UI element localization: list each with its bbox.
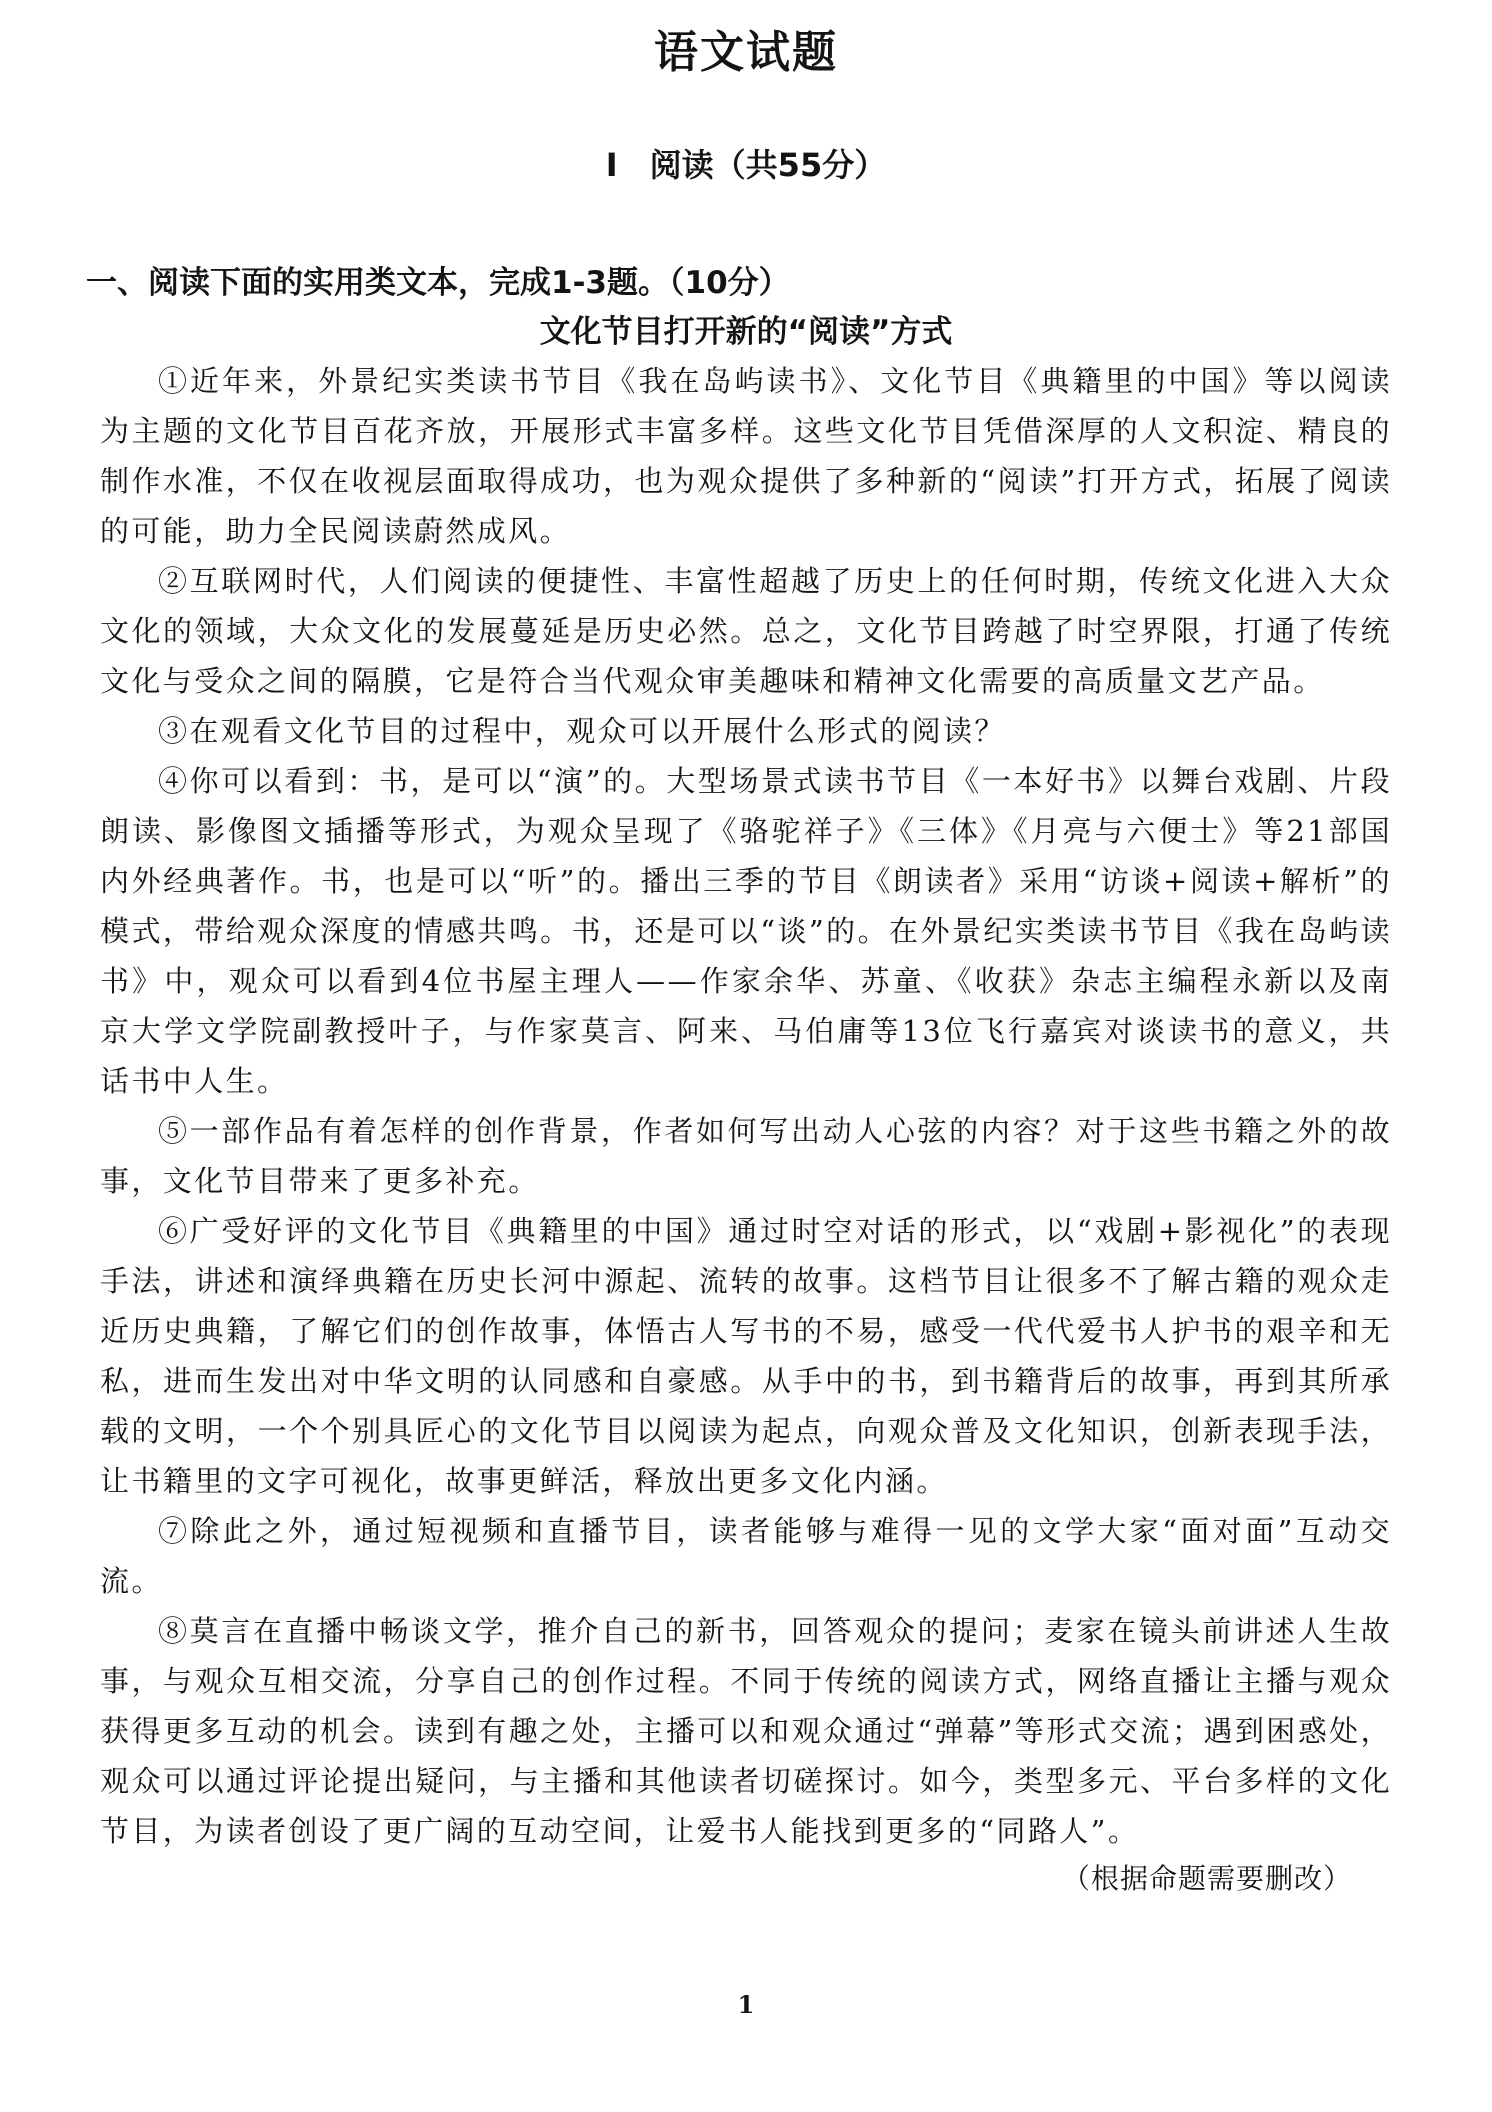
article-title: 文化节目打开新的“阅读”方式 [539,314,953,350]
source-note: （根据命题需要删改） [1061,1862,1352,1895]
exam-title: 语文试题 [654,27,838,78]
section-heading: 一、阅读下面的实用类文本，完成1-3题。（10分） [86,265,790,301]
paragraph-2: ②互联网时代，人们阅读的便捷性、丰富性超越了历史上的任何时期，传统文化进入大众文化的领域，大众文化的发展蔓延是历史必然。总之，文化节目跨越了时空界限，打通了传统文化与受众之间的隔膜，它是符合当代观众审美趣味和精神文化需要的高质量文艺产品。 [100,564,1392,698]
paragraph-1: ①近年来，外景纪实类读书节目《我在岛屿读书》、文化节目《典籍里的中国》等以阅读为主题的文化节目百花齐放，开展形式丰富多样。这些文化节目凭借深厚的人文积淀、精良的制作水准，不仅在收视层面取得成功，也为观众提供了多种新的“阅读”打开方式，拓展了阅读的可能，助力全民阅读蔚然成风。 [100,364,1392,548]
part-heading: I 阅读（共55分） [605,146,887,184]
paragraph-8: ⑧莫言在直播中畅谈文学，推介自己的新书，回答观众的提问；麦家在镜头前讲述人生故事，与观众互相交流，分享自己的创作过程。不同于传统的阅读方式，网络直播让主播与观众获得更多互动的机会。读到有趣之处，主播可以和观众通过“弹幕”等形式交流；遇到困惑处，观众可以通过评论提出疑问，与主播和其他读者切磋探讨。如今，类型多元、平台多样的文化节目，为读者创设了更广阔的互动空间，让爱书人能找到更多的“同路人”。 [100,1614,1392,1848]
paragraph-4: ④你可以看到：书，是可以“演”的。大型场景式读书节目《一本好书》以舞台戏剧、片段朗读、影像图文插播等形式，为观众呈现了《骆驼祥子》《三体》《月亮与六便士》等21部国内外经典著作。书，也是可以“听”的。播出三季的节目《朗读者》采用“访谈+阅读+解析”的模式，带给观众深度的情感共鸣。书，还是可以“谈”的。在外景纪实类读书节目《我在岛屿读书》中，观众可以看到4位书屋主理人——作家余华、苏童、《收获》杂志主编程永新以及南京大学文学院副教授叶子，与作家莫言、阿来、马伯庸等13位飞行嘉宾对谈读书的意义，共话书中人生。 [100,764,1392,1098]
paragraph-3: ③在观看文化节目的过程中，观众可以开展什么形式的阅读？ [158,714,1006,748]
article-body [100,356,1392,1902]
paragraph-6: ⑥广受好评的文化节目《典籍里的中国》通过时空对话的形式，以“戏剧+影视化”的表现手法，讲述和演绎典籍在历史长河中源起、流转的故事。这档节目让很多不了解古籍的观众走近历史典籍，了解它们的创作故事，体悟古人写书的不易，感受一代代爱书人护书的艰辛和无私，进而生发出对中华文明的认同感和自豪感。从手中的书，到书籍背后的故事，再到其所承载的文明，一个个别具匠心的文化节目以阅读为起点，向观众普及文化知识，创新表现手法，让书籍里的文字可视化，故事更鲜活，释放出更多文化内涵。 [100,1214,1392,1498]
paragraph-7: ⑦除此之外，通过短视频和直播节目，读者能够与难得一见的文学大家“面对面”互动交流。 [100,1514,1392,1598]
paragraph-5: ⑤一部作品有着怎样的创作背景，作者如何写出动人心弦的内容？对于这些书籍之外的故事，文化节目带来了更多补充。 [100,1114,1392,1198]
page-number: 1 [737,1990,755,2019]
